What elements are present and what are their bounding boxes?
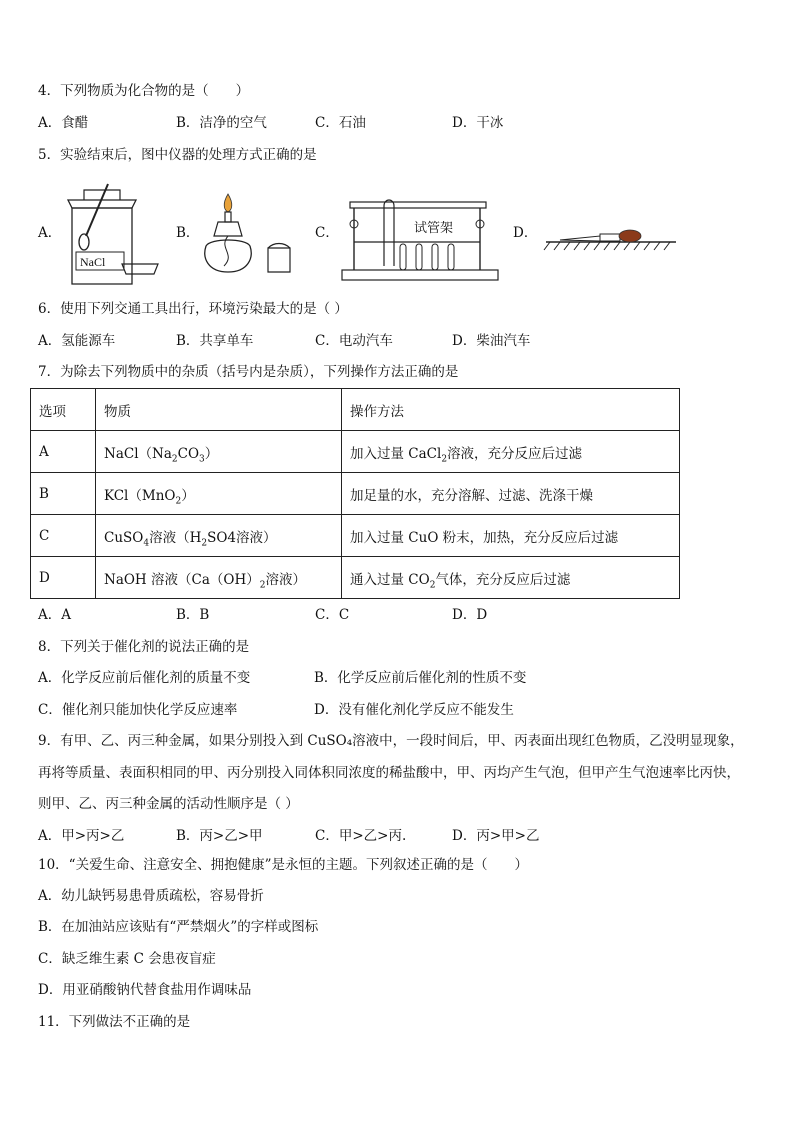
row-option: D bbox=[31, 557, 96, 599]
row-substance: $NaCl(Na_2CO_3)$ bbox=[96, 431, 342, 473]
q9-option-d: D．丙>甲>乙 bbox=[452, 828, 540, 844]
q7-option-b: B．B bbox=[176, 607, 210, 623]
q6-stem: 6．使用下列交通工具出行，环境污染最大的是（ ） bbox=[38, 301, 348, 317]
q6-option-a: A．氢能源车 bbox=[38, 333, 116, 349]
q6-option-c: C．电动汽车 bbox=[315, 333, 393, 349]
q9-line-3: 则甲、乙、丙三种金属的活动性顺序是（ ） bbox=[38, 796, 299, 812]
alcohol-lamp-figure bbox=[198, 188, 298, 278]
q9-option-b: B．丙>乙>甲 bbox=[176, 828, 263, 844]
q8-option-b: B．化学反应前后催化剂的性质不变 bbox=[314, 670, 527, 686]
table-row bbox=[31, 431, 680, 473]
q9-option-c: C．甲>乙>丙. bbox=[315, 828, 407, 844]
q10-option-a: A．幼儿缺钙易患骨质疏松，容易骨折 bbox=[38, 888, 264, 904]
row-method: 加入过量 CuO 粉末，加热，充分反应后过滤 bbox=[342, 515, 680, 557]
q10-option-d: D．用亚硝酸钠代替食盐用作调味品 bbox=[38, 982, 252, 998]
q8-option-d: D．没有催化剂化学反应不能发生 bbox=[314, 702, 514, 718]
q4-option-a: A．食醋 bbox=[38, 115, 89, 131]
q5-letter-d: D． bbox=[513, 225, 538, 241]
q10-stem: 10．“关爱生命、注意安全、拥抱健康”是永恒的主题。下列叙述正确的是（ ） bbox=[38, 857, 528, 873]
row-option: B bbox=[31, 473, 96, 515]
q10-option-c: C．缺乏维生素 C 会患夜盲症 bbox=[38, 951, 216, 967]
dropper-figure bbox=[540, 222, 680, 252]
q5-stem: 5．实验结束后，图中仪器的处理方式正确的是 bbox=[38, 147, 317, 163]
row-option: A bbox=[31, 431, 96, 473]
rack-label: 试管架 bbox=[414, 221, 454, 236]
q5-letter-b: B． bbox=[176, 225, 200, 241]
q9-line-1: 9．有甲、乙、丙三种金属，如果分别投入到 CuSO₄溶液中，一段时间后，甲、丙表面出现红色物质，乙没明显现象， bbox=[38, 733, 744, 749]
q7-option-c: C．C bbox=[315, 607, 350, 623]
bottle-label: NaCl bbox=[80, 255, 106, 269]
q8-option-a: A．化学反应前后催化剂的质量不变 bbox=[38, 670, 251, 686]
row-method: 通入过量 $CO_2$气体，充分反应后过滤 bbox=[342, 557, 680, 599]
header-method: 操作方法 bbox=[342, 389, 680, 431]
row-substance: CuSO$_4$溶液（$H_2SO4$溶液） bbox=[96, 515, 342, 557]
header-option: 选项 bbox=[31, 389, 96, 431]
q7-stem: 7．为除去下列物质中的杂质（括号内是杂质），下列操作方法正确的是 bbox=[38, 364, 459, 380]
impurity-removal-table bbox=[30, 388, 680, 599]
reagent-bottle-figure bbox=[62, 180, 172, 288]
q4-option-d: D．干冰 bbox=[452, 115, 504, 131]
table-row bbox=[31, 515, 680, 557]
q9-line-2: 再将等质量、表面积相同的甲、丙分别投入同体积同浓度的稀盐酸中，甲、丙均产生气泡，但甲产生气泡速率比丙快， bbox=[38, 765, 740, 781]
q7-option-d: D．D bbox=[452, 607, 488, 623]
q8-option-c: C．催化剂只能加快化学反应速率 bbox=[38, 702, 238, 718]
row-substance: NaOH 溶液（$Ca(OH)_2$溶液） bbox=[96, 557, 342, 599]
q6-option-d: D．柴油汽车 bbox=[452, 333, 531, 349]
row-substance: KCl（MnO$_2$） bbox=[96, 473, 342, 515]
test-tube-rack-figure bbox=[340, 196, 500, 284]
table-row bbox=[31, 473, 680, 515]
q11-stem: 11．下列做法不正确的是 bbox=[38, 1014, 191, 1030]
table-row bbox=[31, 557, 680, 599]
q8-stem: 8．下列关于催化剂的说法正确的是 bbox=[38, 639, 250, 655]
q7-option-a: A．A bbox=[38, 607, 71, 623]
q4-stem: 4．下列物质为化合物的是（ ） bbox=[38, 83, 250, 99]
q4-option-b: B．洁净的空气 bbox=[176, 115, 267, 131]
q5-letter-a: A． bbox=[38, 225, 62, 241]
row-method: 加入过量 CaCl$_2$溶液，充分反应后过滤 bbox=[342, 431, 680, 473]
q5-letter-c: C． bbox=[315, 225, 339, 241]
row-method: 加足量的水，充分溶解、过滤、洗涤干燥 bbox=[342, 473, 680, 515]
q4-option-c: C．石油 bbox=[315, 115, 366, 131]
q10-option-b: B．在加油站应该贴有“严禁烟火”的字样或图标 bbox=[38, 919, 319, 935]
table-header-row bbox=[31, 389, 680, 431]
row-option: C bbox=[31, 515, 96, 557]
q6-option-b: B．共享单车 bbox=[176, 333, 254, 349]
header-substance: 物质 bbox=[96, 389, 342, 431]
q9-option-a: A．甲>丙>乙 bbox=[38, 828, 125, 844]
